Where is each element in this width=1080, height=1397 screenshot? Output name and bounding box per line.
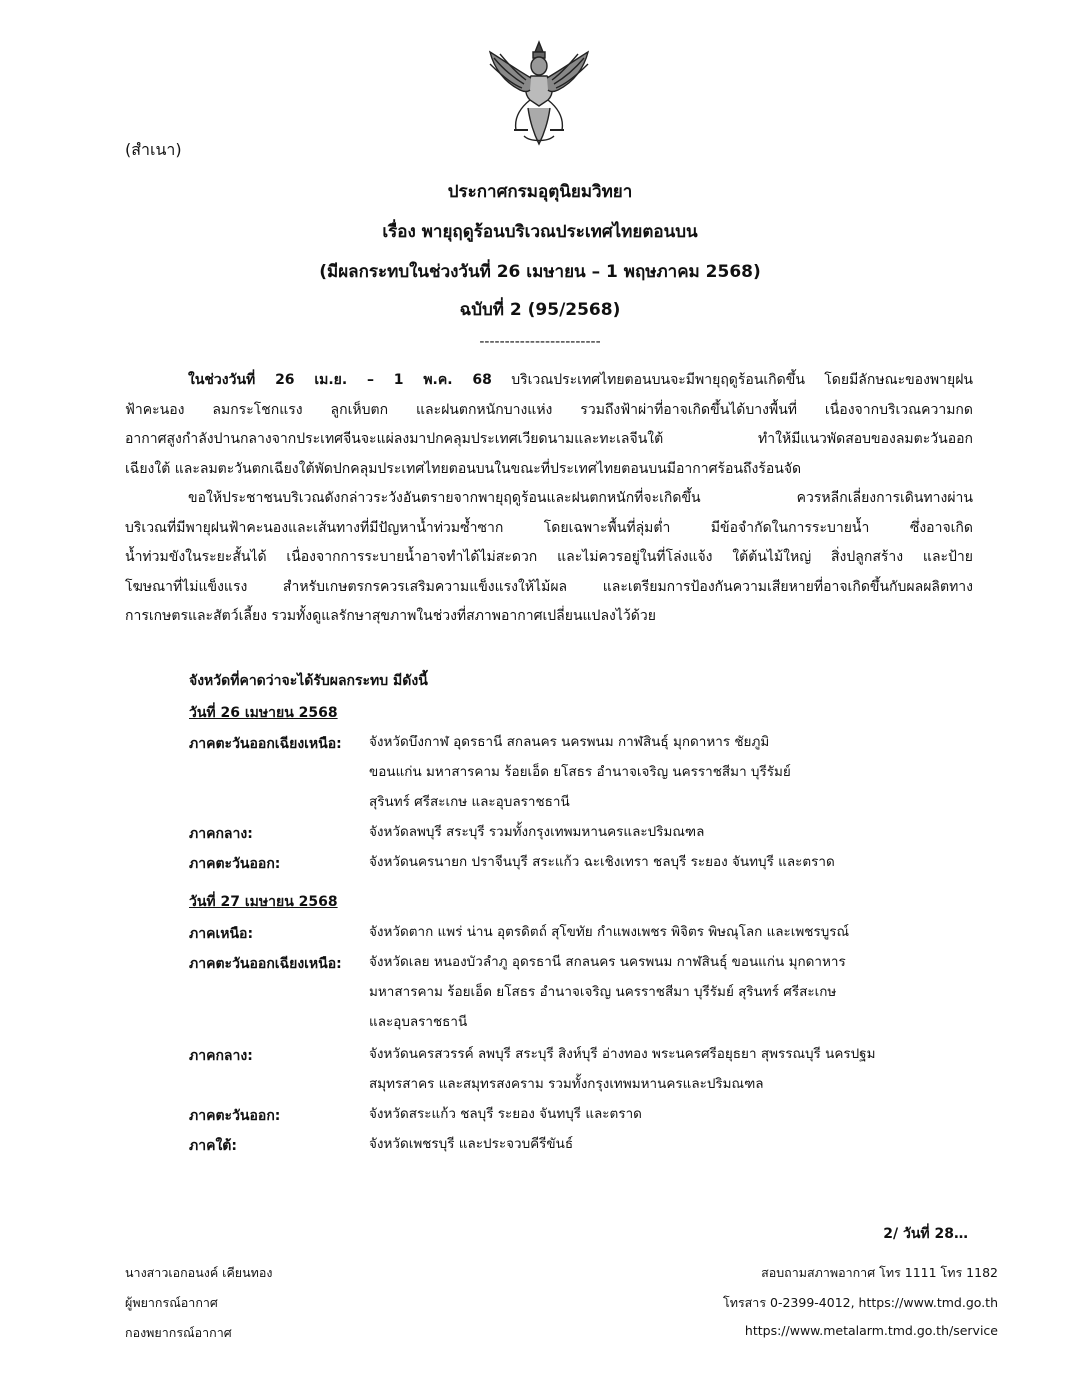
region-label: ภาคกลาง: [189,1048,253,1064]
region-label: ภาคเหนือ: [189,926,254,942]
affected-section-title: จังหวัดที่คาดว่าจะได้รับผลกระทบ มีดังนี้ [189,673,428,689]
contact-phone: สอบถามสภาพอากาศ โทร 1111 โทร 1182 [761,1265,998,1280]
next-page-marker: 2/ วันที่ 28… [883,1226,968,1242]
paragraph-line: อากาศสูงกำลังปานกลางจากประเทศจีนจะแผ่ลงมาปกคลุมประเทศเวียดนามและทะเลจีนใต้ ทำให้มีแนวพัดสอบของลมตะวันออก [125,431,973,447]
date-heading: วันที่ 27 เมษายน 2568 [189,894,338,910]
announcement-title: ประกาศกรมอุตุนิยมวิทยา [447,182,633,202]
paragraph-line: น้ำท่วมขังในระยะสั้นได้ เนื่องจากการระบายน้ำอาจทำได้ไม่สะดวก และไม่ควรอยู่ในที่โล่งแจ้ง ใต้ต้นไม้ใหญ่ สิ่งปลูกสร้าง และป้าย [125,549,973,565]
province-list: จังหวัดนครนายก ปราจีนบุรี สระแก้ว ฉะเชิงเทรา ชลบุรี ระยอง จันทบุรี และตราด [369,854,835,870]
signer-name: นางสาวเอกอนงค์ เคียนทอง [125,1265,273,1280]
region-label: ภาคกลาง: [189,826,253,842]
paragraph-line: เฉียงใต้ และลมตะวันตกเฉียงใต้พัดปกคลุมประเทศไทยตอนบนในขณะที่ประเทศไทยตอนบนมีอากาศร้อนถึงร้อนจัด [125,460,802,477]
paragraph-line: ฟ้าคะนอง ลมกระโชกแรง ลูกเห็บตก และฝนตกหนักบางแห่ง รวมถึงฟ้าผ่าที่อาจเกิดขึ้นได้บางพื้นที่ เนื่องจากบริเวณความกด [125,401,973,418]
province-list: จังหวัดสระแก้ว ชลบุรี ระยอง จันทบุรี และตราด [369,1106,642,1122]
signer-division: กองพยากรณ์อากาศ [125,1325,232,1340]
province-list: จังหวัดเลย หนองบัวลำภู อุดรธานี สกลนคร นครพนม กาฬสินธุ์ ขอนแก่น มุกดาหาร มหาสารคาม ร้อยเอ็ด ยโสธร อำนาจเจริญ นครราชสีมา บุรีรัมย์ สุรินทร์ ศรีสะเกษ และอุบลราชธานี [369,954,846,1030]
paragraph-advice [125,484,973,632]
paragraph-line: ขอให้ประชาชนบริเวณดังกล่าวระวังอันตรายจากพายุฤดูร้อนและฝนตกหนักที่จะเกิดขึ้น ควรหลีกเลี่ยงการเดินทางผ่าน [188,490,973,506]
paragraph-line: การเกษตรและสัตว์เลี้ยง รวมทั้งดูแลรักษาสุขภาพในช่วงที่สภาพอากาศเปลี่ยนแปลงไว้ด้วย [125,608,656,624]
date-heading: วันที่ 26 เมษายน 2568 [189,705,338,721]
province-list: จังหวัดเพชรบุรี และประจวบคีรีขันธ์ [369,1136,574,1152]
paragraph-line: โฆษณาที่ไม่แข็งแรง สำหรับเกษตรกรควรเสริมความแข็งแรงให้ไม้ผล และเตรียมการป้องกันความเสียหายที่อาจเกิดขึ้นกับผลผลิตทาง [125,578,973,595]
effective-period: (มีผลกระทบในช่วงวันที่ 26 เมษายน – 1 พฤษภาคม 2568) [319,262,761,282]
paragraph-line: ในช่วงวันที่ 26 เม.ย. – 1 พ.ค. 68 บริเวณประเทศไทยตอนบนจะมีพายุฤดูร้อนเกิดขึ้น โดยมีลักษณะของพายุฝน [188,372,973,388]
paragraph-forecast [125,366,973,484]
province-list: จังหวัดบึงกาฬ อุดรธานี สกลนคร นครพนม กาฬสินธุ์ มุกดาหาร ชัยภูมิ ขอนแก่น มหาสารคาม ร้อยเอ็ด ยโสธร อำนาจเจริญ นครราชสีมา บุรีรัมย์ สุรินทร์ ศรีสะเกษ และอุบลราชธานี [369,734,791,810]
province-list: จังหวัดนครสวรรค์ ลพบุรี สระบุรี สิงห์บุรี อ่างทอง พระนครศรีอยุธยา สุพรรณบุรี นครปฐม สมุทรสาคร และสมุทรสงคราม รวมทั้งกรุงเทพมหานครและปริมณฑล [369,1046,876,1092]
region-label: ภาคตะวันออกเฉียงเหนือ: [189,956,342,972]
contact-fax: โทรสาร 0-2399-4012, https://www.tmd.go.th [723,1295,998,1310]
title-divider: ------------------------ [479,334,601,350]
province-list: จังหวัดตาก แพร่ น่าน อุตรดิตถ์ สุโขทัย กำแพงเพชร พิจิตร พิษณุโลก และเพชรบูรณ์ [369,924,850,940]
province-list: จังหวัดลพบุรี สระบุรี รวมทั้งกรุงเทพมหานครและปริมณฑล [369,824,705,840]
announcement-subject: เรื่อง พายุฤดูร้อนบริเวณประเทศไทยตอนบน [382,222,698,242]
copy-mark: (สำเนา) [125,140,182,159]
garuda-emblem-icon [484,38,594,150]
region-label: ภาคตะวันออก: [189,1108,281,1124]
signer-position: ผู้พยากรณ์อากาศ [125,1295,218,1310]
region-label: ภาคตะวันออกเฉียงเหนือ: [189,736,342,752]
forecast-period-lead: ในช่วงวันที่ 26 เม.ย. – 1 พ.ค. 68 [188,372,492,388]
paragraph-line: บริเวณที่มีพายุฝนฟ้าคะนองและเส้นทางที่มีปัญหาน้ำท่วมซ้ำซาก โดยเฉพาะพื้นที่ลุ่มต่ำ มีข้อจำกัดในการระบายน้ำ ซึ่งอาจเกิด [125,519,973,536]
contact-service-link[interactable]: https://www.metalarm.tmd.go.th/service [744,1323,998,1338]
region-label: ภาคตะวันออก: [189,856,281,872]
issue-number: ฉบับที่ 2 (95/2568) [459,300,621,320]
region-label: ภาคใต้: [189,1138,237,1154]
